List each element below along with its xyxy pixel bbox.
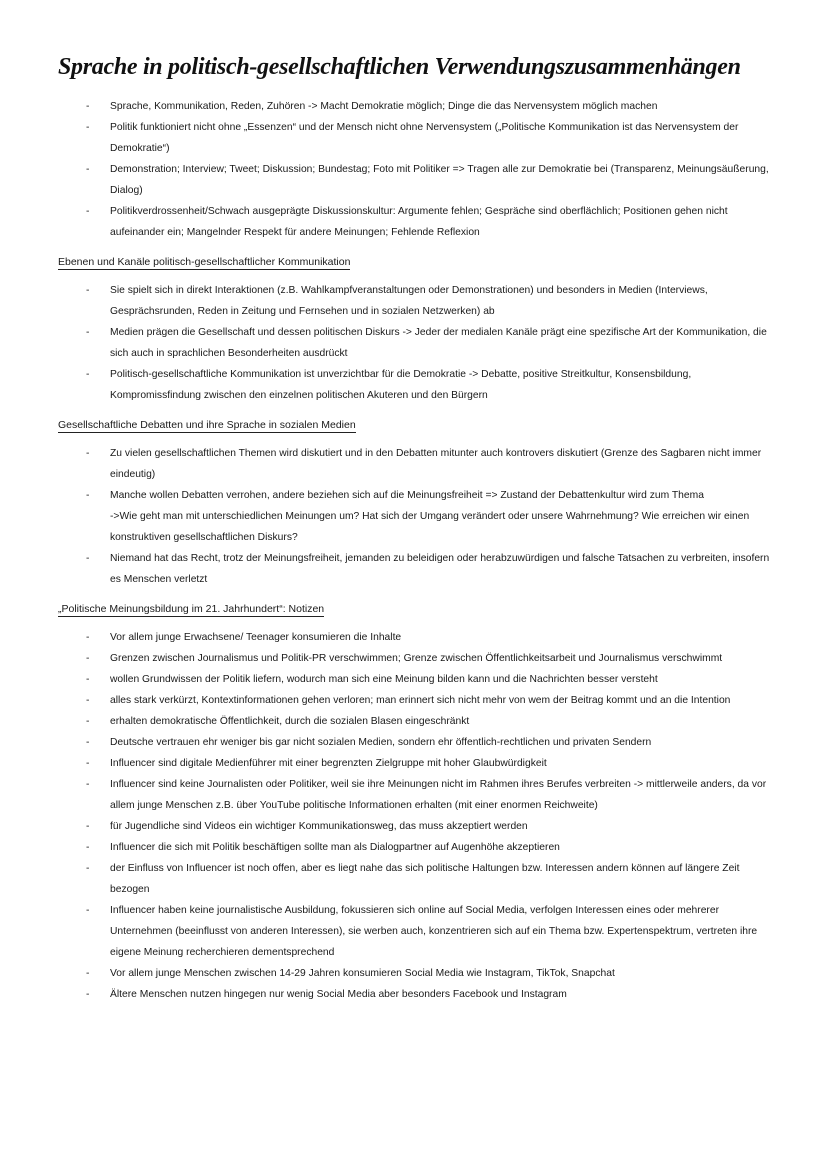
list-item-text: Niemand hat das Recht, trotz der Meinungsfreiheit, jemanden zu beleidigen oder herabzuwürdigen und falsche Tatsachen zu verbreiten, insofern es Menschen verletzt — [110, 553, 770, 585]
list-item — [58, 96, 773, 117]
bullet-dash-icon: - — [86, 695, 90, 706]
list-item — [58, 900, 773, 963]
list-item-text: Deutsche vertrauen ehr weniger bis gar nicht sozialen Medien, sondern ehr öffentlich-rechtlichen und privaten Sendern — [110, 737, 652, 748]
section-heading: Gesellschaftliche Debatten und ihre Sprache in sozialen Medien — [58, 419, 356, 431]
bullet-dash-icon: - — [86, 968, 90, 979]
bullet-dash-icon: - — [86, 821, 90, 832]
list-item — [58, 627, 773, 648]
bullet-dash-icon: - — [86, 101, 90, 112]
bullet-dash-icon: - — [86, 553, 90, 564]
list-item-text: Influencer haben keine journalistische Ausbildung, fokussieren sich online auf Social Media, verfolgen Interessen eines oder mehrerer Unternehmen (beeinflusst von anderen Interessen), sie werben auch, konzentrieren sich auf ein Thema bzw. Expertenspektrum, vertreten ihre eigene Meinung recherchieren dementsprechend — [110, 905, 758, 958]
list-item-text: für Jugendliche sind Videos ein wichtiger Kommunikationsweg, das muss akzeptiert werden — [110, 821, 528, 832]
bullet-list — [58, 280, 773, 406]
list-item — [58, 774, 773, 816]
list-item-text: Politikverdrossenheit/Schwach ausgeprägte Diskussionskultur: Argumente fehlen; Gespräche sind oberflächlich; Positionen gehen nicht aufeinander ein; Mangelnder Respekt für andere Meinungen; Fehlende Reflexion — [110, 206, 728, 238]
list-item-text: Influencer sind keine Journalisten oder Politiker, weil sie ihre Meinungen nicht im Rahmen ihres Berufes verbreiten -> mittlerweile anders, da vor allem junge Menschen z.B. über YouTube politische Informationen erhalten (mit einer enormen Reichweite) — [110, 779, 767, 811]
list-item — [58, 753, 773, 774]
list-item-text: Vor allem junge Erwachsene/ Teenager konsumieren die Inhalte — [110, 632, 402, 643]
list-item — [58, 669, 773, 690]
document-body — [58, 96, 773, 1005]
list-item — [58, 364, 773, 406]
list-item-text: Medien prägen die Gesellschaft und dessen politischen Diskurs -> Jeder der medialen Kanäle prägt eine spezifische Art der Kommunikation, die sich auch in sprachlichen Besonderheiten ausdrückt — [110, 327, 767, 359]
section — [58, 249, 773, 406]
list-item — [58, 548, 773, 590]
bullet-dash-icon: - — [86, 122, 90, 133]
bullet-dash-icon: - — [86, 905, 90, 916]
list-item — [58, 648, 773, 669]
section — [58, 412, 773, 590]
list-item — [58, 485, 773, 548]
bullet-dash-icon: - — [86, 632, 90, 643]
bullet-dash-icon: - — [86, 716, 90, 727]
list-item-text: Grenzen zwischen Journalismus und Politik-PR verschwimmen; Grenze zwischen Öffentlichkeitsarbeit und Journalismus verschwimmt — [110, 653, 723, 664]
section — [58, 596, 773, 1005]
bullet-dash-icon: - — [86, 369, 90, 380]
list-item-text: Sprache, Kommunikation, Reden, Zuhören -> Macht Demokratie möglich; Dinge die das Nervensystem möglich machen — [110, 101, 658, 112]
bullet-dash-icon: - — [86, 206, 90, 217]
list-item-text: Ältere Menschen nutzen hingegen nur wenig Social Media aber besonders Facebook und Instagram — [110, 989, 567, 1000]
bullet-dash-icon: - — [86, 327, 90, 338]
list-item — [58, 117, 773, 159]
list-item-continuation: ->Wie geht man mit unterschiedlichen Meinungen um? Hat sich der Umgang verändert oder unsere Wahrnehmung? Wie erreichen wir einen konstruktiven gesellschaftlichen Diskurs? — [110, 511, 750, 543]
list-item — [58, 984, 773, 1005]
list-item — [58, 858, 773, 900]
section-heading: „Politische Meinungsbildung im 21. Jahrhundert“: Notizen — [58, 603, 325, 615]
list-item — [58, 159, 773, 201]
list-item-text: Manche wollen Debatten verrohen, andere beziehen sich auf die Meinungsfreiheit => Zustand der Debattenkultur wird zum Thema — [110, 490, 704, 501]
bullet-dash-icon: - — [86, 989, 90, 1000]
list-item — [58, 690, 773, 711]
bullet-list — [58, 443, 773, 590]
list-item — [58, 711, 773, 732]
section — [58, 96, 773, 243]
list-item-text: Zu vielen gesellschaftlichen Themen wird diskutiert und in den Debatten mitunter auch kontrovers diskutiert (Grenze des Sagbaren nicht immer eindeutig) — [110, 448, 762, 480]
document-title: Sprache in politisch-gesellschaftlichen Verwendungszusammenhängen — [58, 54, 741, 80]
list-item — [58, 443, 773, 485]
bullet-dash-icon: - — [86, 448, 90, 459]
bullet-dash-icon: - — [86, 863, 90, 874]
list-item-text: Politisch-gesellschaftliche Kommunikation ist unverzichtbar für die Demokratie -> Debatte, positive Streitkultur, Konsensbildung, Kompromissfindung zwischen den einzelnen politischen Akuteren und den Bürgern — [110, 369, 692, 401]
list-item — [58, 322, 773, 364]
bullet-list — [58, 96, 773, 243]
list-item — [58, 201, 773, 243]
bullet-dash-icon: - — [86, 737, 90, 748]
list-item-text: alles stark verkürzt, Kontextinformationen gehen verloren; man erinnert sich nicht mehr von wem der Beitrag kommt und an die Intention — [110, 695, 731, 706]
bullet-dash-icon: - — [86, 779, 90, 790]
list-item-text: erhalten demokratische Öffentlichkeit, durch die sozialen Blasen eingeschränkt — [110, 716, 470, 727]
list-item — [58, 280, 773, 322]
list-item-text: wollen Grundwissen der Politik liefern, wodurch man sich eine Meinung bilden kann und die Nachrichten besser versteht — [110, 674, 658, 685]
bullet-list — [58, 627, 773, 1005]
bullet-dash-icon: - — [86, 490, 90, 501]
list-item-text: Influencer sind digitale Medienführer mit einer begrenzten Zielgruppe mit hoher Glaubwürdigkeit — [110, 758, 547, 769]
bullet-dash-icon: - — [86, 674, 90, 685]
section-heading: Ebenen und Kanäle politisch-gesellschaftlicher Kommunikation — [58, 256, 351, 268]
list-item-text: Influencer die sich mit Politik beschäftigen sollte man als Dialogpartner auf Augenhöhe akzeptieren — [110, 842, 560, 853]
bullet-dash-icon: - — [86, 164, 90, 175]
list-item — [58, 816, 773, 837]
list-item — [58, 837, 773, 858]
bullet-dash-icon: - — [86, 842, 90, 853]
list-item-text: der Einfluss von Influencer ist noch offen, aber es liegt nahe das sich politische Haltungen bzw. Interessen andern können auf längere Zeit bezogen — [110, 863, 740, 895]
list-item — [58, 963, 773, 984]
bullet-dash-icon: - — [86, 285, 90, 296]
bullet-dash-icon: - — [86, 653, 90, 664]
list-item — [58, 732, 773, 753]
bullet-dash-icon: - — [86, 758, 90, 769]
list-item-text: Sie spielt sich in direkt Interaktionen (z.B. Wahlkampfveranstaltungen oder Demonstrationen) und besonders in Medien (Interviews, Gesprächsrunden, Reden in Zeitung und Fernsehen und in sozialen Netzwerken) ab — [110, 285, 708, 317]
list-item-text: Vor allem junge Menschen zwischen 14-29 Jahren konsumieren Social Media wie Instagram, TikTok, Snapchat — [110, 968, 615, 979]
list-item-text: Politik funktioniert nicht ohne „Essenzen“ und der Mensch nicht ohne Nervensystem („Politische Kommunikation ist das Nervensystem der Demokratie“) — [110, 122, 739, 154]
list-item-text: Demonstration; Interview; Tweet; Diskussion; Bundestag; Foto mit Politiker => Tragen alle zur Demokratie bei (Transparenz, Meinungsäußerung, Dialog) — [110, 164, 769, 196]
